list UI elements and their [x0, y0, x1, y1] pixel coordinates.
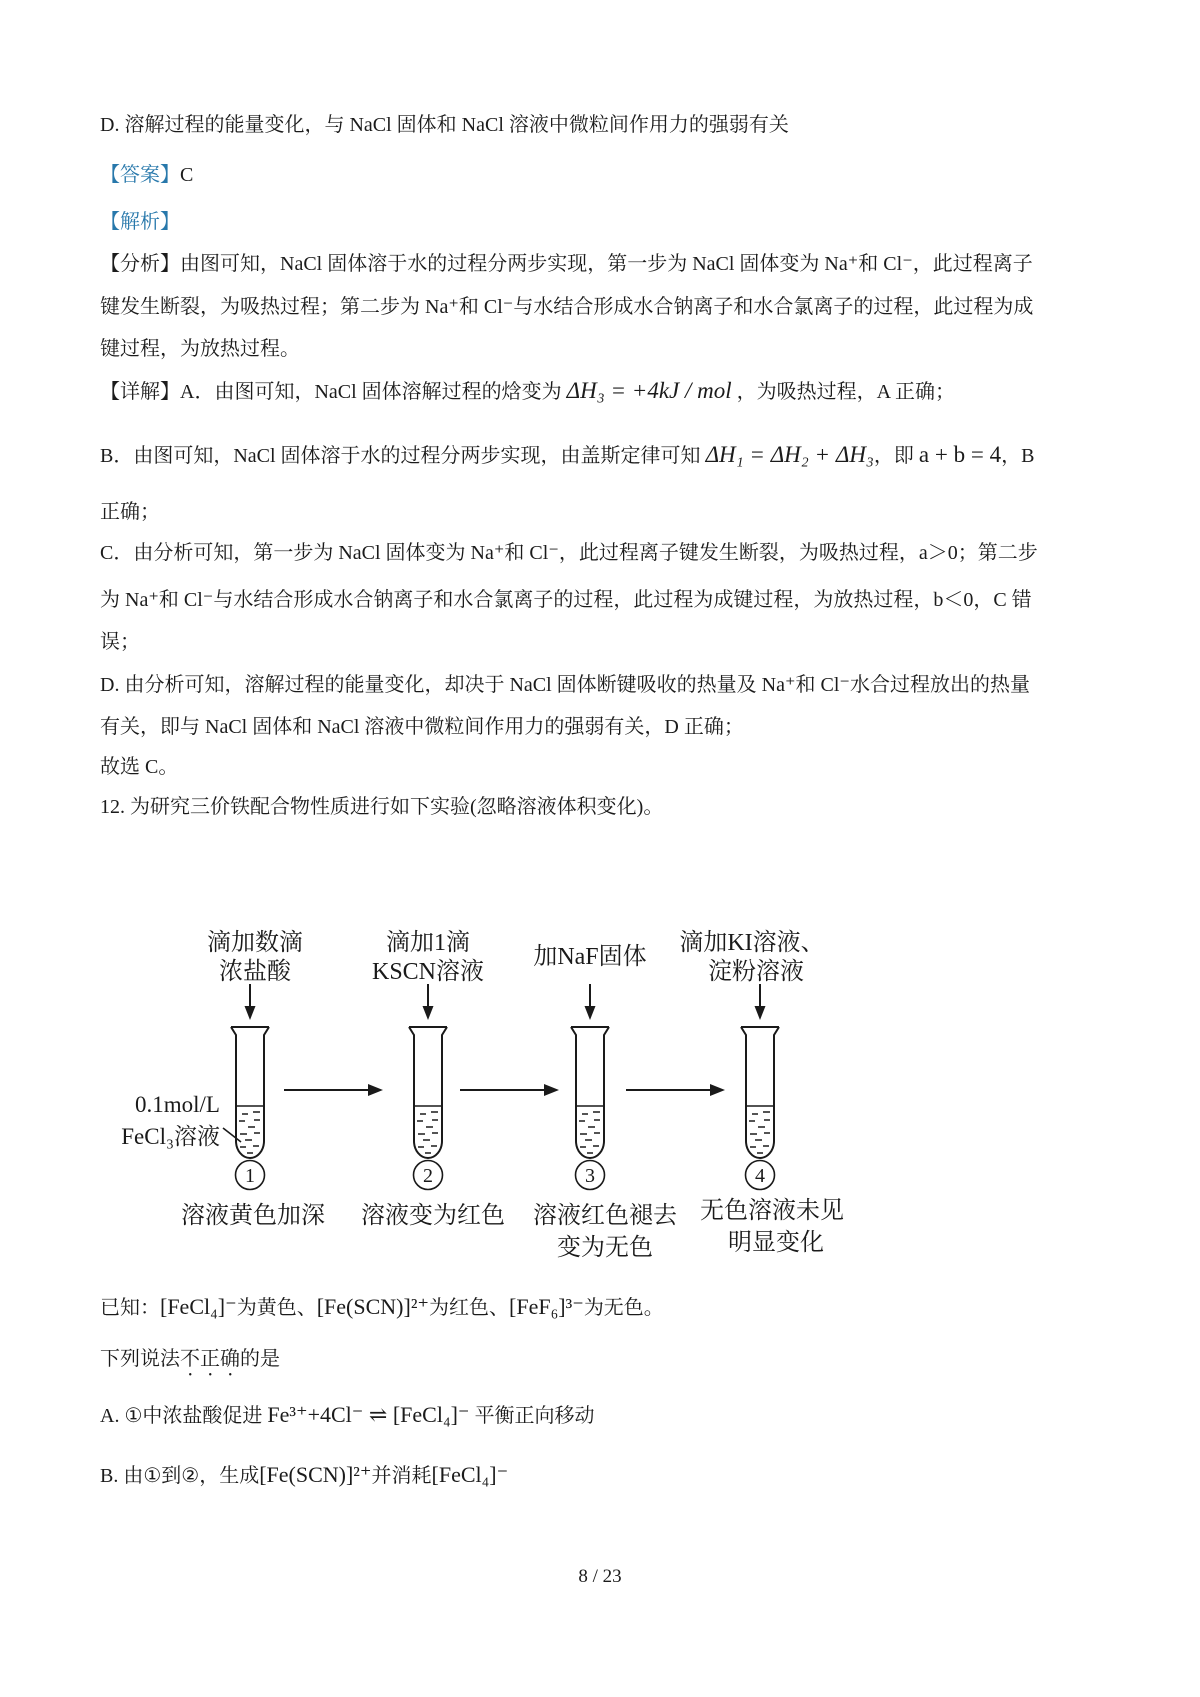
experiment-diagram [100, 918, 850, 1270]
detail-b-formula-1: ΔH₁ = ΔH₂ + ΔH₃ [705, 442, 874, 467]
step-number-4: 4 [755, 1165, 765, 1187]
down-arrow-4 [755, 984, 766, 1020]
diagram-step-1 [181, 929, 325, 1229]
diagram-step-3 [533, 943, 677, 1261]
answer-line [100, 160, 193, 190]
reagent-label-2-line1: 滴加1滴 [386, 930, 470, 956]
result-label-4-line2: 明显变化 [728, 1230, 824, 1256]
down-arrow-3 [585, 984, 596, 1020]
analysis-line-2 [100, 292, 1033, 322]
test-tube-2 [409, 1027, 447, 1158]
known-info-line [100, 1292, 664, 1323]
known-complex-1: [FeCl₄]⁻ [160, 1294, 237, 1319]
diagram-step-4 [679, 929, 844, 1256]
analysis-text-1: 【分析】由图可知，NaCl 固体溶于水的过程分两步实现，第一步为 NaCl 固体变为 Na⁺和 Cl⁻，此过程离子 [100, 253, 1033, 275]
result-label-2: 溶液变为红色 [361, 1203, 505, 1229]
detail-b-pre: B．由图可知，NaCl 固体溶于水的过程分两步实现，由盖斯定律可知 [100, 445, 706, 467]
result-label-3-line1: 溶液红色褪去 [533, 1203, 677, 1229]
option-b-formula-2: [FeCl₄]⁻ [431, 1462, 509, 1487]
detail-line-d1 [100, 670, 1030, 700]
source-label-line2: FeCl₃溶液 [121, 1124, 220, 1149]
detail-line-b [100, 440, 1034, 471]
down-arrow-1 [245, 984, 256, 1020]
detail-c-cont: 误； [100, 631, 140, 653]
result-label-3-line2: 变为无色 [557, 1235, 653, 1261]
detail-a-post: ，为吸热过程，A 正确； [731, 381, 955, 403]
test-tube-4 [741, 1027, 779, 1158]
option-a-formula-2: [FeCl₄]⁻ [392, 1402, 470, 1427]
result-label-4-line1: 无色溶液未见 [700, 1198, 844, 1224]
liquid-dashes-4 [749, 1112, 770, 1153]
detail-a-pre: 【详解】A．由图可知，NaCl 固体溶解过程的焓变为 [100, 381, 567, 403]
step-number-3: 3 [585, 1165, 595, 1187]
source-pointer-line [223, 1128, 241, 1142]
reagent-label-4-line1: 滴加KI溶液、 [679, 930, 825, 956]
analysis-text-2: 键发生断裂，为吸热过程；第二步为 Na⁺和 Cl⁻与水结合形成水合钠离子和水合氯离子的过程，此过程为成 [100, 296, 1034, 318]
test-tube-3 [571, 1027, 609, 1158]
source-label [121, 1092, 241, 1149]
option-d-line [100, 110, 789, 140]
answer-label: 【答案】 [100, 164, 180, 186]
analysis-line-3 [100, 334, 300, 364]
detail-line-c-cont [100, 627, 140, 657]
analysis-label: 【解析】 [100, 211, 180, 233]
page-number: 8 / 23 [578, 1566, 622, 1587]
step-number-2: 2 [423, 1165, 433, 1187]
prompt-pre: 下列说法 [100, 1348, 180, 1370]
option-a-line [100, 1400, 595, 1431]
option-a-post: 平衡正向移动 [469, 1405, 595, 1427]
known-color-3: 为无色。 [583, 1297, 664, 1319]
detail-line-c2 [100, 585, 1032, 615]
prompt-post: 的是 [240, 1348, 280, 1370]
detail-a-formula: ΔH₃ = +4kJ / mol [566, 378, 732, 403]
flow-arrow-2 [460, 1084, 559, 1096]
option-b-pre: B. 由①到②，生成 [100, 1465, 260, 1487]
down-arrow-2 [423, 984, 434, 1020]
answer-value: C [180, 164, 194, 186]
prompt-emphasis: 不正确 [180, 1348, 240, 1370]
reagent-label-4-line2: 淀粉溶液 [708, 959, 804, 985]
analysis-line-1 [100, 249, 1033, 279]
detail-line-b-cont [100, 497, 160, 527]
liquid-dashes-1 [239, 1112, 260, 1153]
option-a-formula-1: Fe³⁺+4Cl⁻ [267, 1402, 364, 1427]
detail-d-text-1: D. 由分析可知，溶解过程的能量变化，却决于 NaCl 固体断键吸收的热量及 Na⁺和 Cl⁻水合过程放出的热量 [100, 674, 1030, 696]
option-b-formula-1: [Fe(SCN)]²⁺ [259, 1462, 372, 1487]
known-prefix: 已知： [100, 1297, 160, 1319]
option-b-line [100, 1460, 508, 1491]
conclusion-line [100, 752, 178, 782]
analysis-header-line [100, 207, 180, 237]
detail-line-a [100, 376, 955, 407]
known-complex-2: [Fe(SCN)]²⁺ [316, 1294, 430, 1319]
question-12-text: 12. 为研究三价铁配合物性质进行如下实验(忽略溶液体积变化)。 [100, 796, 664, 818]
equilibrium-arrow: ⇌ [363, 1402, 393, 1427]
detail-b-post: ，B [1001, 445, 1035, 467]
liquid-dashes-2 [417, 1112, 438, 1153]
detail-line-c1 [100, 538, 1038, 568]
result-label-1: 溶液黄色加深 [181, 1203, 325, 1229]
detail-c-text-1: C．由分析可知，第一步为 NaCl 固体变为 Na⁺和 Cl⁻，此过程离子键发生断裂，为吸热过程，a＞0；第二步 [100, 542, 1038, 564]
option-d-text: D. 溶解过程的能量变化，与 NaCl 固体和 NaCl 溶液中微粒间作用力的强弱有关 [100, 114, 789, 136]
detail-b-cont: 正确； [100, 501, 160, 523]
prompt-line [100, 1344, 280, 1381]
step-number-1: 1 [245, 1165, 255, 1187]
detail-b-mid: ，即 [873, 445, 919, 467]
source-label-line1: 0.1mol/L [135, 1092, 220, 1117]
conclusion-text: 故选 C。 [100, 756, 179, 778]
detail-b-formula-2: a + b = 4 [918, 442, 1002, 467]
reagent-label-1-line1: 滴加数滴 [207, 930, 303, 956]
flow-arrow-3 [626, 1084, 725, 1096]
option-a-pre: A. ①中浓盐酸促进 [100, 1405, 268, 1427]
detail-line-d2 [100, 712, 744, 742]
diagram-step-2 [361, 929, 505, 1229]
question-12-stem [100, 792, 663, 822]
option-b-mid: 并消耗 [371, 1465, 432, 1487]
detail-d-text-2: 有关，即与 NaCl 固体和 NaCl 溶液中微粒间作用力的强弱有关，D 正确； [100, 716, 744, 738]
flow-arrow-1 [284, 1084, 383, 1096]
reagent-label-1-line2: 浓盐酸 [219, 959, 291, 985]
liquid-dashes-3 [579, 1112, 600, 1153]
reagent-label-3-line1: 加NaF固体 [533, 944, 647, 970]
known-color-1: 为黄色、 [236, 1297, 317, 1319]
analysis-text-3: 键过程，为放热过程。 [100, 338, 300, 360]
detail-c-text-2: 为 Na⁺和 Cl⁻与水结合形成水合钠离子和水合氯离子的过程，此过程为成键过程，为放热过程，b＜0，C 错 [100, 589, 1032, 611]
reagent-label-2-line2: KSCN溶液 [371, 959, 485, 985]
known-color-2: 为红色、 [429, 1297, 510, 1319]
known-complex-3: [FeF₆]³⁻ [509, 1294, 584, 1319]
